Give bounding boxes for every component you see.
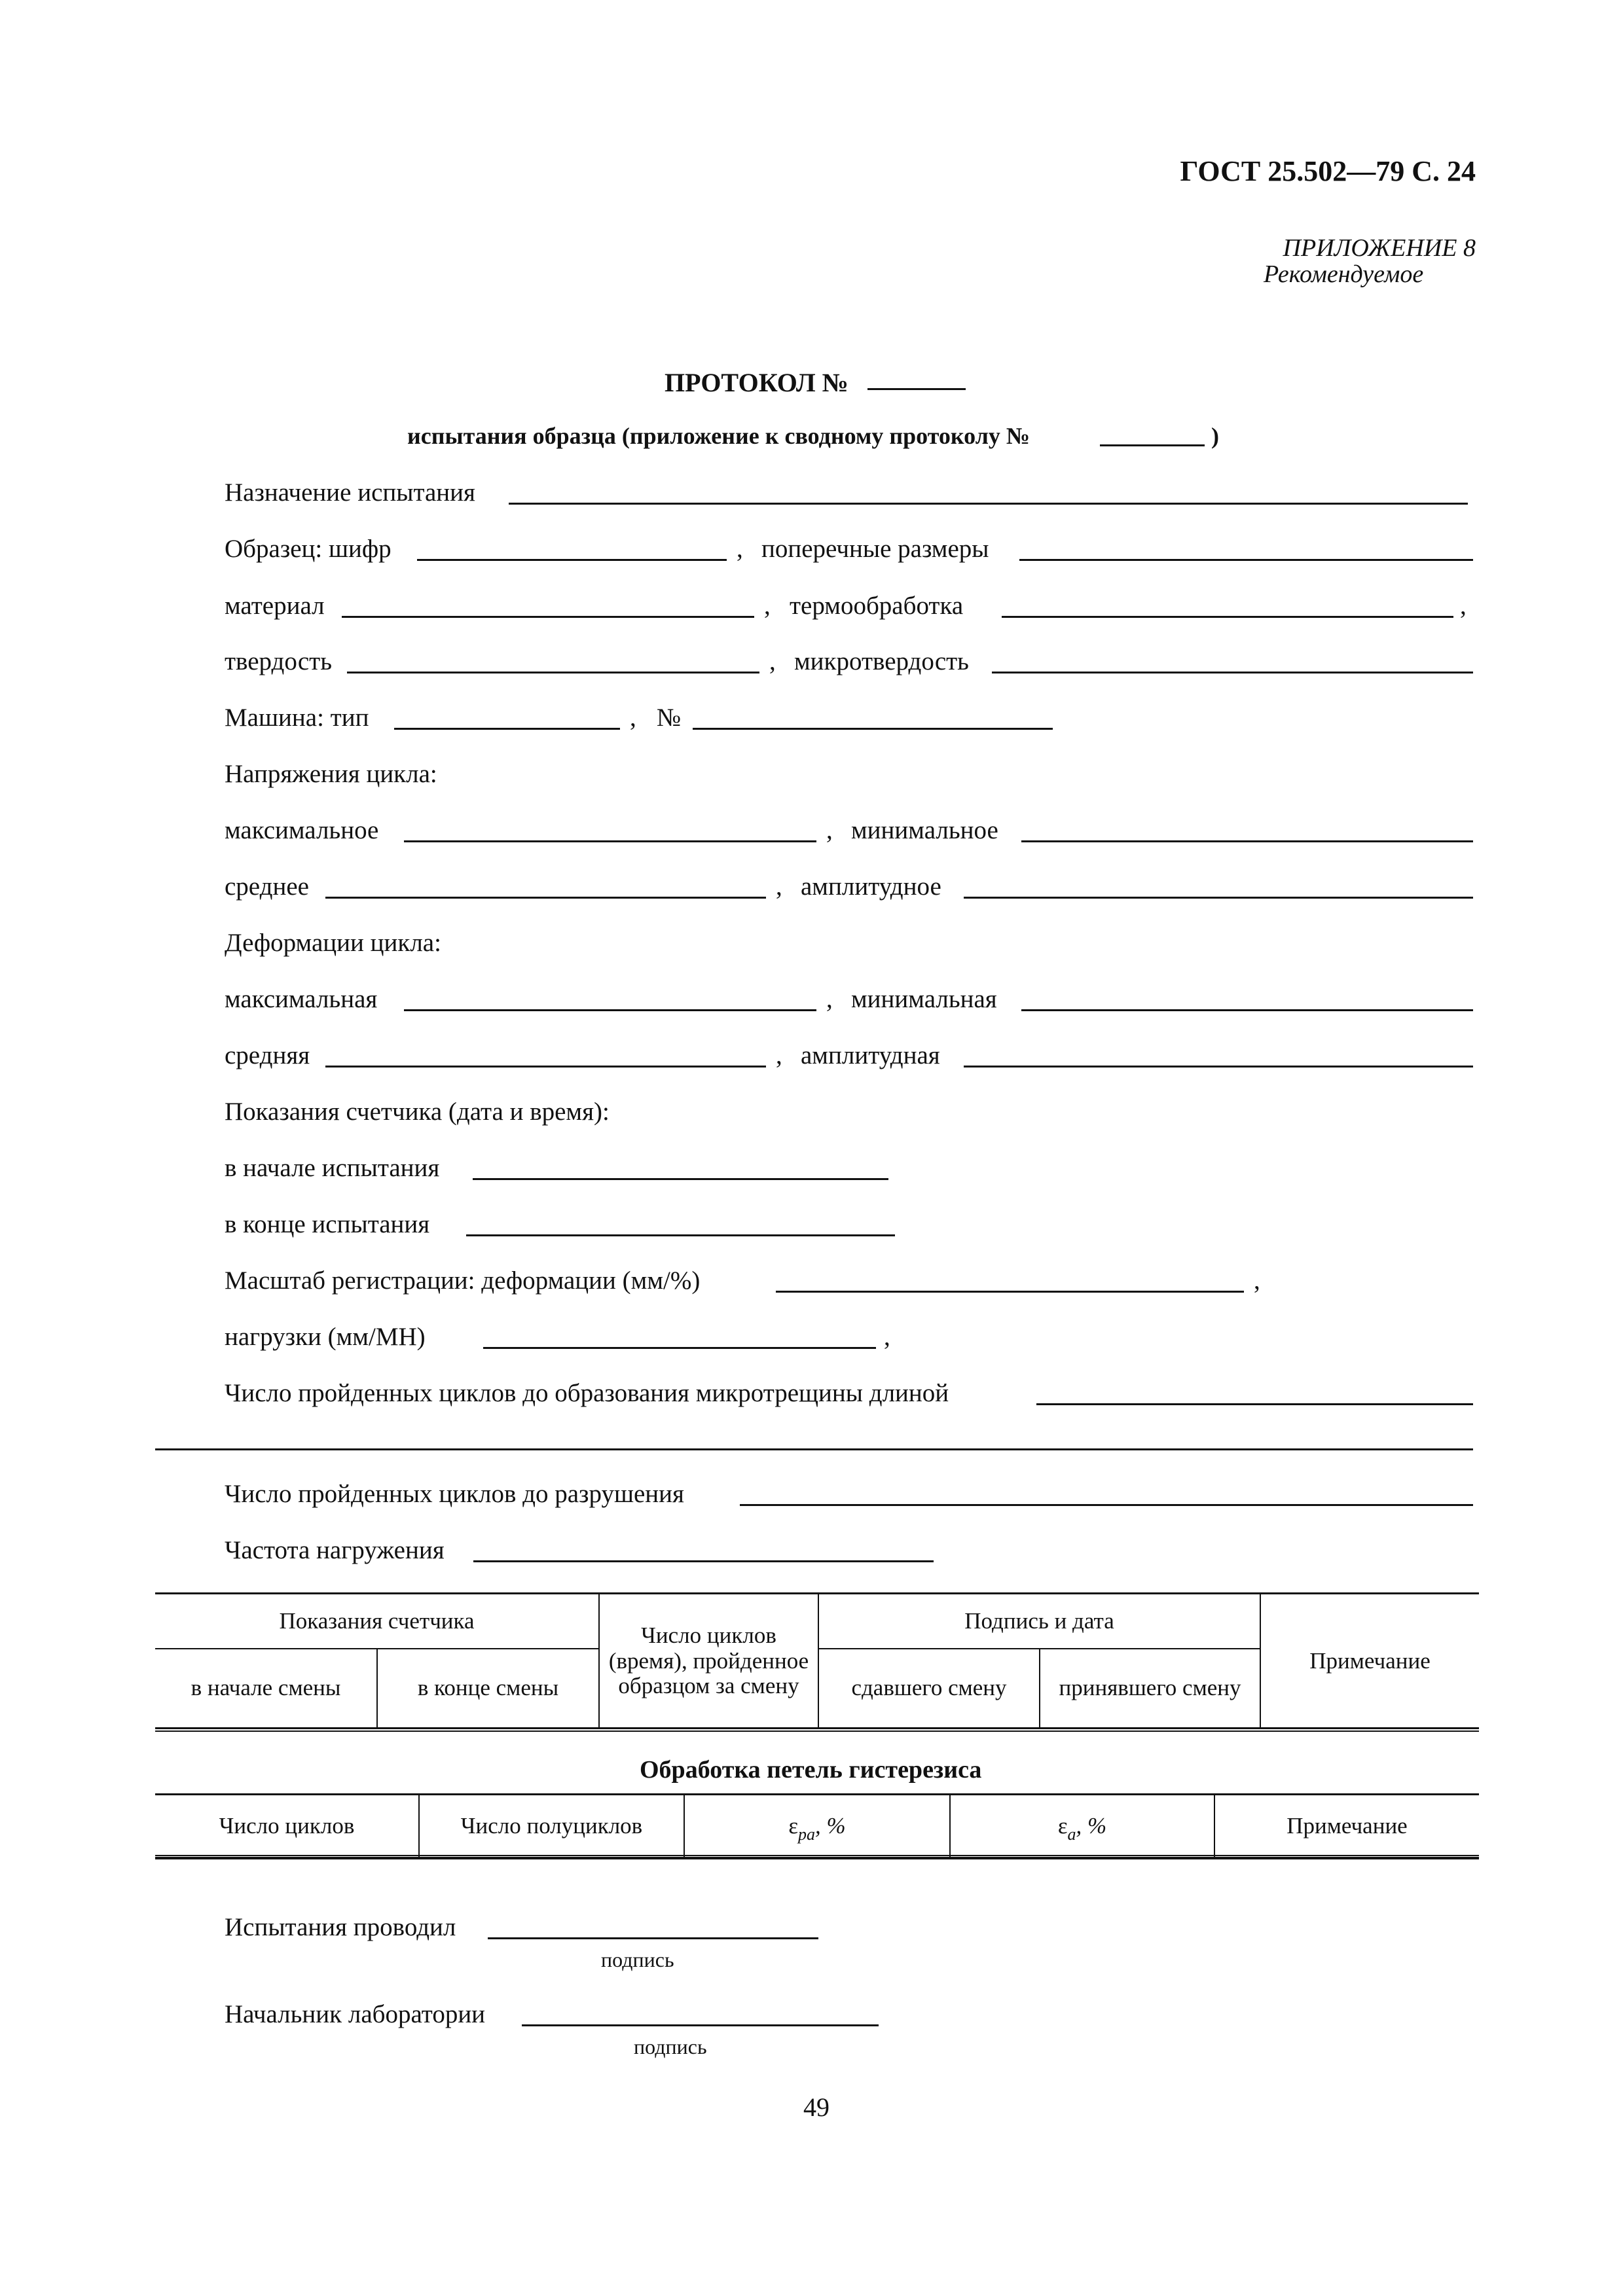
page-number: 49 xyxy=(803,2092,830,2122)
appendix-label: ПРИЛОЖЕНИЕ 8 xyxy=(1283,234,1476,262)
handed-over-header: сдавшего смену xyxy=(818,1649,1040,1729)
shift-start-header: в начале смены xyxy=(155,1649,377,1729)
strain-min-line[interactable] xyxy=(1021,1009,1473,1011)
strain-max-line[interactable] xyxy=(404,1009,816,1011)
crack-continuation-line[interactable] xyxy=(155,1448,1473,1450)
signature-caption: подпись xyxy=(601,1948,674,1971)
scale-strain-label: Масштаб регистрации: деформации (мм/%) xyxy=(225,1266,701,1295)
sample-code-line[interactable] xyxy=(417,559,727,561)
stress-amp-label: амплитудное xyxy=(801,872,941,901)
cycles-failure-label: Число пройденных циклов до разрушения xyxy=(225,1480,684,1508)
counter-heading: Показания счетчика (дата и время): xyxy=(225,1098,610,1126)
stress-min-label: минимальное xyxy=(851,816,998,844)
lab-head-signature-line[interactable] xyxy=(522,2024,879,2026)
material-label: материал xyxy=(225,592,325,620)
strain-mean-label: средняя xyxy=(225,1041,310,1069)
protocol-subtitle: испытания образца (приложение к сводному протоколу № xyxy=(407,423,1030,449)
cross-sizes-line[interactable] xyxy=(1019,559,1473,561)
strain-amp-line[interactable] xyxy=(964,1066,1473,1067)
comma: , xyxy=(769,647,776,675)
eps-symbol: ε xyxy=(1057,1812,1068,1839)
comma: , xyxy=(826,985,833,1013)
subtitle-close: ) xyxy=(1211,423,1219,449)
table1-bottom-rule xyxy=(155,1727,1479,1732)
purpose-line[interactable] xyxy=(509,503,1468,505)
protocol-title: ПРОТОКОЛ № xyxy=(665,368,848,397)
comma: , xyxy=(776,872,782,901)
sample-code-label: Образец: шифр xyxy=(225,535,392,563)
tested-by-signature-line[interactable] xyxy=(488,1937,818,1939)
cycles-header: Число циклов xyxy=(155,1795,419,1857)
note-header-2: Примечание xyxy=(1214,1795,1479,1857)
material-line[interactable] xyxy=(342,616,754,618)
appendix-type: Рекомендуемое xyxy=(1264,260,1424,288)
comma: , xyxy=(630,704,636,732)
signature-caption: подпись xyxy=(634,2035,707,2058)
counter-start-line[interactable] xyxy=(473,1178,888,1180)
shift-end-header: в конце смены xyxy=(377,1649,599,1729)
machine-type-line[interactable] xyxy=(394,728,620,730)
comma: , xyxy=(884,1323,890,1351)
strain-max-label: максимальная xyxy=(225,985,378,1013)
eps-a-subscript: a xyxy=(1067,1824,1076,1844)
counter-readings-header: Показания счетчика xyxy=(155,1594,599,1649)
summary-protocol-number-line[interactable] xyxy=(1100,444,1205,446)
scale-load-line[interactable] xyxy=(483,1347,876,1349)
hysteresis-title: Обработка петель гистерезиса xyxy=(640,1756,982,1784)
protocol-number-line[interactable] xyxy=(867,388,966,390)
lab-head-label: Начальник лаборатории xyxy=(225,2000,486,2028)
hysteresis-table xyxy=(155,1793,1479,1858)
frequency-label: Частота нагружения xyxy=(225,1536,445,1564)
stress-amp-line[interactable] xyxy=(964,897,1473,899)
heat-treatment-line[interactable] xyxy=(1002,616,1453,618)
percent-unit: , % xyxy=(1076,1812,1107,1839)
hardness-label: твердость xyxy=(225,647,332,675)
strain-heading: Деформации цикла: xyxy=(225,929,441,957)
machine-number-line[interactable] xyxy=(693,728,1053,730)
strain-min-label: минимальная xyxy=(851,985,997,1013)
strain-amp-label: амплитудная xyxy=(801,1041,940,1069)
comma: , xyxy=(826,816,833,844)
signature-date-header: Подпись и дата xyxy=(818,1594,1260,1649)
comma: , xyxy=(737,535,743,563)
eps-a-header xyxy=(950,1795,1214,1857)
frequency-line[interactable] xyxy=(473,1560,934,1562)
comma: , xyxy=(776,1041,782,1069)
received-header: принявшего смену xyxy=(1040,1649,1260,1729)
eps-pa-header xyxy=(684,1795,950,1857)
stress-heading: Напряжения цикла: xyxy=(225,760,437,788)
standard-page-header: ГОСТ 25.502—79 С. 24 xyxy=(1180,155,1476,187)
counter-start-label: в начале испытания xyxy=(225,1154,440,1182)
percent-unit: , % xyxy=(815,1812,846,1839)
comma: , xyxy=(1254,1266,1260,1295)
microhardness-label: микротвердость xyxy=(794,647,969,675)
stress-max-line[interactable] xyxy=(404,840,816,842)
counter-end-label: в конце испытания xyxy=(225,1210,430,1238)
shift-log-table xyxy=(155,1592,1479,1729)
comma: , xyxy=(764,592,771,620)
cross-sizes-label: поперечные размеры xyxy=(761,535,989,563)
eps-pa-subscript: pa xyxy=(798,1824,816,1844)
scale-strain-line[interactable] xyxy=(776,1291,1244,1293)
comma: , xyxy=(1460,592,1467,620)
hardness-line[interactable] xyxy=(347,672,759,673)
purpose-label: Назначение испытания xyxy=(225,478,475,507)
machine-type-label: Машина: тип xyxy=(225,704,369,732)
stress-max-label: максимальное xyxy=(225,816,379,844)
stress-min-line[interactable] xyxy=(1021,840,1473,842)
crack-length-line[interactable] xyxy=(1036,1403,1473,1405)
tested-by-label: Испытания проводил xyxy=(225,1913,456,1941)
eps-symbol: ε xyxy=(788,1812,799,1839)
machine-number-label: № xyxy=(657,704,682,732)
table2-bottom-rule xyxy=(155,1855,1479,1859)
heat-treatment-label: термообработка xyxy=(790,592,964,620)
half-cycles-header: Число полуциклов xyxy=(419,1795,684,1857)
note-header: Примечание xyxy=(1260,1594,1479,1729)
stress-mean-line[interactable] xyxy=(325,897,766,899)
cycles-crack-label: Число пройденных циклов до образования микротрещины длиной xyxy=(225,1379,949,1407)
microhardness-line[interactable] xyxy=(992,672,1473,673)
cycles-per-shift-header: Число циклов (время), пройденное образцом за смену xyxy=(599,1594,818,1729)
strain-mean-line[interactable] xyxy=(325,1066,766,1067)
scale-load-label: нагрузки (мм/МН) xyxy=(225,1323,426,1351)
stress-mean-label: среднее xyxy=(225,872,309,901)
counter-end-line[interactable] xyxy=(466,1234,895,1236)
cycles-failure-line[interactable] xyxy=(740,1504,1473,1506)
